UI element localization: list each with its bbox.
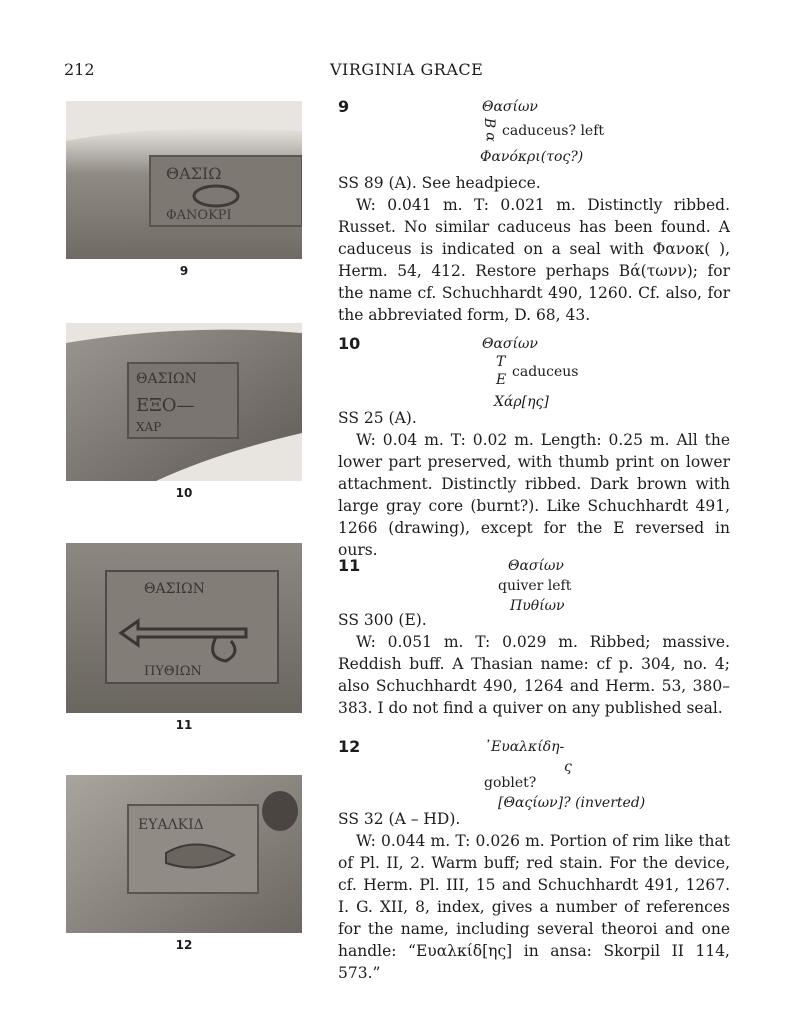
stamp-letter: ς [564,759,572,775]
catalogue-entry-10 [338,333,730,559]
catalogue-entry-9 [338,96,730,324]
entry-reference: SS 300 (E). [338,611,427,629]
svg-text:ΧΑΡ: ΧΑΡ [136,420,162,434]
stamp-letter: α [482,132,499,142]
svg-text:ΕΥΑΛΚΙΔ: ΕΥΑΛΚΙΔ [138,817,204,833]
entry-number: 12 [338,737,361,756]
stamp-device: quiver left [498,578,572,594]
figure-10-photo [66,323,302,481]
figure-11-label: 11 [175,718,193,732]
stamp-line: Θασίων [482,336,538,352]
stamp-line: Θασίων [508,558,564,574]
page-number: 212 [64,60,95,79]
stamp-line: ᾿Ευαλκίδη- [484,739,565,755]
entry-reference: SS 25 (A). [338,409,417,427]
entry-number: 10 [338,334,361,353]
entry-reference: SS 32 (A – HD). [338,810,461,828]
entry-number: 11 [338,556,361,575]
catalogue-entry-11 [338,555,730,725]
figure-12-label: 12 [175,938,193,952]
stamp-device: caduceus [512,364,579,380]
svg-text:ΕΞΟ—: ΕΞΟ— [136,395,195,416]
stamp-letter: Ε [496,372,507,388]
stamp-line: Χάρ[ης] [494,394,549,410]
svg-text:ΘΑΣΙΩ: ΘΑΣΙΩ [166,164,222,183]
figure-11-photo [66,543,302,713]
stamp-letter: Τ [496,354,506,370]
entry-reference: SS 89 (A). See headpiece. [338,174,541,192]
svg-text:ΘΑΣΙΩΝ: ΘΑΣΙΩΝ [136,371,197,387]
entry-description: W: 0.041 m. T: 0.021 m. Distinctly ribbed. Russet. No similar caduceus has been found. A caduceus is indicated on a seal with Φανοκ( ), Herm. 54, 412. Restore perhaps Βά(τωνν); for the name cf. Schuchhardt 490, 1260. Cf. also, for the abbreviated form, D. 68, 43. [338,196,730,324]
catalogue-entry-12 [338,736,730,982]
running-title: VIRGINIA GRACE [330,60,484,79]
stamp-line: [Θαςίων]? (inverted) [498,795,646,811]
svg-text:ΠΥΘΙΩΝ: ΠΥΘΙΩΝ [144,664,202,679]
entry-description: W: 0.044 m. T: 0.026 m. Portion of rim like that of Pl. II, 2. Warm buff; red stain. For the device, cf. Herm. Pl. III, 15 and Schuchhardt 491, 1267. I. G. XII, 8, index, gives a number of references for the name, including several theoroi and one handle: “Ευαλκίδ[ης] in ansa: Skorpil II 114, 573.” [338,832,730,982]
figure-9-photo [66,101,302,259]
svg-text:ΦΑΝΟΚΡΙ: ΦΑΝΟΚΡΙ [166,208,232,223]
stamp-letter: Β [481,117,498,129]
stamp-line: Θασίων [482,99,538,115]
entry-description: W: 0.04 m. T: 0.02 m. Length: 0.25 m. All the lower part preserved, with thumb print on lower attachment. Distinctly ribbed. Dark brown with large gray core (burnt?). Like Schuchhardt 491, 1266 (drawing), except for the E reversed in ours. [338,431,730,559]
stamp-device: caduceus? left [502,123,605,139]
entry-description: W: 0.051 m. T: 0.029 m. Ribbed; massive. Reddish buff. A Thasian name: cf p. 304, no. 4; also Schuchhardt 490, 1264 and Herm. 53, 380–383. I do not find a quiver on any published seal. [338,633,730,717]
figure-9-label: 9 [179,264,189,278]
stamp-line: Φανόκρι(τος?) [480,149,584,165]
stamp-line: Πυθίων [510,598,565,614]
svg-text:ΘΑΣΙΩΝ: ΘΑΣΙΩΝ [144,581,205,597]
figure-12-photo [66,775,302,933]
figure-10-label: 10 [175,486,193,500]
stamp-device: goblet? [484,775,537,791]
entry-number: 9 [338,97,350,116]
